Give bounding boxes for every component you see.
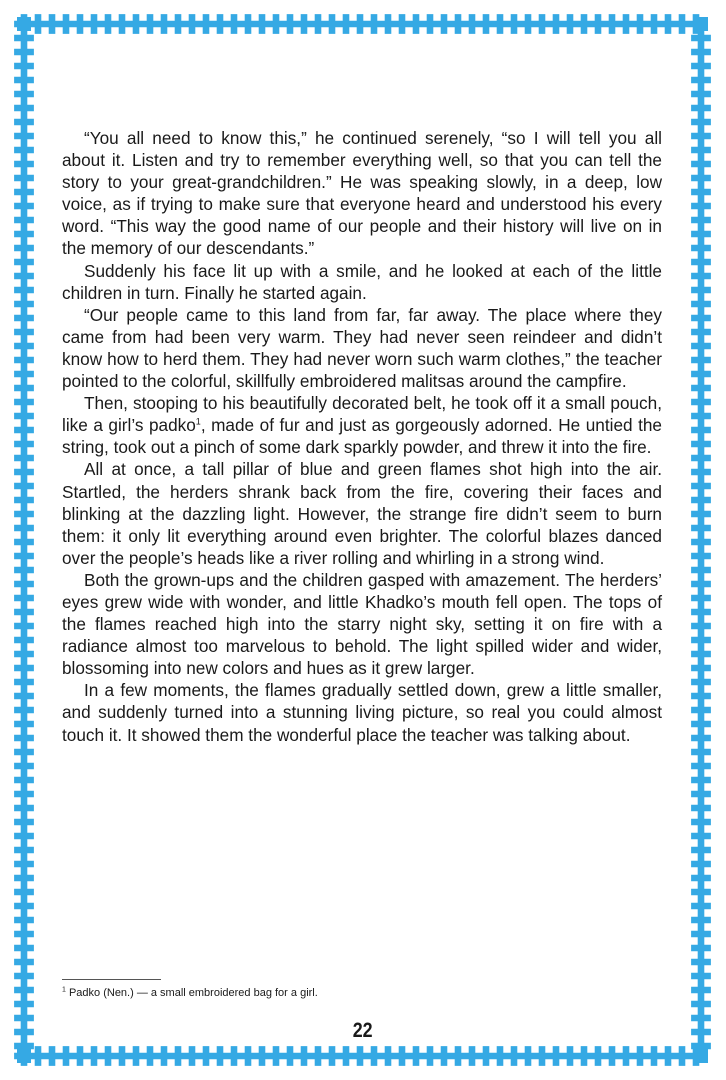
paragraph: In a few moments, the flames gradually settled down, grew a little smaller, and suddenly turned into a stunning living picture, so real you could almost touch it. It showed them the wonderful place the teacher was talking about. <box>62 680 662 745</box>
paragraph: Both the grown-ups and the children gasped with amazement. The herders’ eyes grew wide with wonder, and little Khadko’s mouth fell open. The tops of the flames reached high into the starry night sky, setting it on fire with a radiance almost too marvelous to behold. The light spilled wider and wider, blossoming into new colors and hues as it grew larger. <box>62 569 662 679</box>
paragraph <box>62 392 662 458</box>
page-number-box <box>342 1016 384 1046</box>
border-corner <box>694 1049 708 1063</box>
paragraph: Suddenly his face lit up with a smile, and he looked at each of the little children in turn. Finally he started again. <box>62 260 662 303</box>
border-corner <box>694 17 708 31</box>
footnote <box>62 986 662 1000</box>
paragraph-text: Then, stooping to his beautifully decorated belt, he took off it a small pouch, like a girl’s padko <box>62 393 662 436</box>
footnote-mark: 1 <box>62 986 66 994</box>
page-number: 22 <box>353 1019 373 1042</box>
footnote-reference: 1 <box>195 416 201 427</box>
paragraph-text: , made of fur and just as gorgeously adorned. He untied the string, took out a pinch of some dark sparkly powder, and threw it into the fire. <box>62 415 662 458</box>
footnote-text: Padko (Nen.) — a small embroidered bag for a girl. <box>65 987 318 999</box>
paragraph: All at once, a tall pillar of blue and green flames shot high into the air. Startled, the herders shrank back from the fire, covering their faces and blinking at the dazzling light. However, the strange fire didn’t seem to burn them: it only lit everything around even brighter. The colorful blazes danced over the people’s heads like a river rolling and whirling in a strong wind. <box>62 459 662 568</box>
footnote-divider <box>62 979 161 980</box>
paragraph: “You all need to know this,” he continued serenely, “so I will tell you all about it. Listen and try to remember everything well, so that you can tell the story to your great-grandchildren.” He was speaking slowly, in a deep, low voice, as if trying to make sure that everyone heard and understood his every word. “This way the good name of our people and their history will live on in the memory of our descendants.” <box>62 128 662 259</box>
paragraph: “Our people came to this land from far, far away. The place where they came from had been very warm. They had never seen reindeer and didn’t know how to herd them. They had never worn such warm clothes,” the teacher pointed to the colorful, skillfully embroidered malitsas around the campfire. <box>62 304 662 392</box>
story-text <box>62 127 662 746</box>
border-corner <box>17 1049 31 1063</box>
border-corner <box>17 17 31 31</box>
